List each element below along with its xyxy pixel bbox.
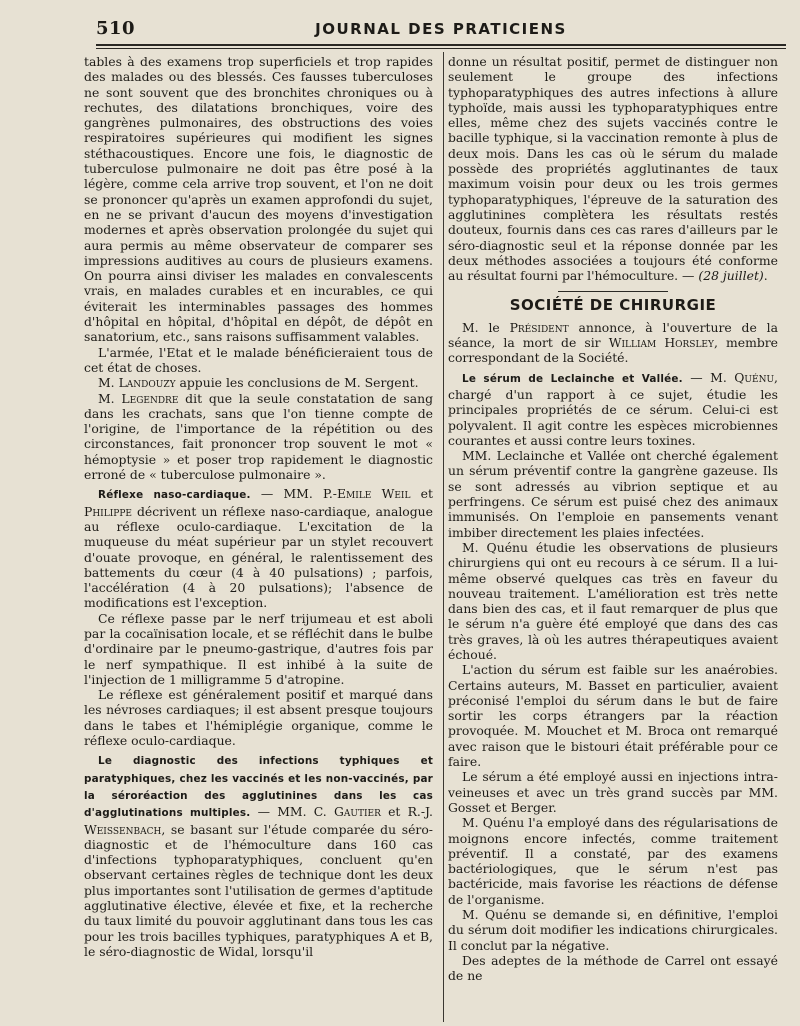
speaker-name: M. Legendre bbox=[98, 390, 179, 406]
article-heading: Le sérum de Leclainche et Vallée. bbox=[462, 372, 683, 385]
author-name: Emile Weil bbox=[337, 486, 411, 502]
president-label: Président bbox=[509, 319, 569, 335]
right-paragraph-2 bbox=[448, 320, 778, 366]
right-column bbox=[448, 54, 778, 1022]
right-paragraph-6: L'action du sérum est faible sur les anaérobies. Certains auteurs, M. Basset en particulier, avaient préconisé l'emploi du sérum dans le but de faire sortir les corps étrangers par la réaction provoquée. M. Mouchet et M. Broca ont remarqué avec raison que le bistouri était préférable pour ce faire. bbox=[448, 662, 778, 770]
left-paragraph-4 bbox=[84, 391, 433, 483]
right-paragraph-8: M. Quénu l'a employé dans des régularisations de moignons encore infectés, comme traitement préventif. Il a constaté, par des examens bactériologiques, que le sérum n'est pas bactéricide, mais favorise les réactions de défense de l'organisme. bbox=[448, 815, 778, 907]
paragraph-text: décrivent un réflexe naso-cardiaque, analogue au réflexe oculo-cardiaque. L'excitation de la muqueuse du méat supérieur par un stylet recouvert d'ouate provoque, en général, le ralentissement des battements du cœur (4 à 40 pulsations) ; parfois, l'accélération (4 à 20 pulsations); l'absence de modifications est l'exception. bbox=[84, 503, 433, 611]
speaker-name: M. Landouzy bbox=[98, 375, 176, 391]
session-date: (28 juillet) bbox=[698, 268, 764, 284]
paragraph-text: annonce, à l'ouverture de la séance, la mort de sir bbox=[448, 319, 778, 351]
author-prefix: — MM. P.- bbox=[250, 486, 337, 502]
journal-title: JOURNAL DES PRATICIENS bbox=[315, 20, 567, 38]
author-joiner: et R.-J. bbox=[380, 804, 433, 820]
paragraph-text: dit que la seule constatation de sang dans les crachats, sans que l'on tienne compte de l'origine, de l'importance de la répétition ou des circonstances, fait prononcer trop souvent le mot « hémoptysie » et poser trop rapidement le diagnostic erroné de « tuberculose pulmonaire ». bbox=[84, 390, 433, 483]
article-heading: Le diagnostic des infections typhiques et paratyphiques, chez les vaccinés et les non-vaccinés, par la séroréaction des agglutinines dans les cas d'agglutinations multiples. bbox=[84, 755, 433, 820]
left-paragraph-8 bbox=[84, 752, 433, 959]
page-header bbox=[96, 18, 786, 42]
paragraph-text: donne un résultat positif, permet de distinguer non seulement le groupe des infections typhoparatyphiques des autres infections à allure typhoïde, mais aussi les typhoparatyphiques entre elles, même chez des sujets vaccinés contre le bacille typhique, si la vaccination remonte à plus de deux mois. Dans les cas où le sérum du malade possède des propriétés agglutinantes de taux maximum voisin pour deux ou les trois germes typhoparatyphiques, l'épreuve de la saturation des agglutinines complètera les résultats restés douteux, fournis dans ces cas rares d'ailleurs par le séro-diagnostic seul et la réponse donnée par les deux méthodes associées a toujours été conforme au résultat fourni par l'hémoculture. — bbox=[448, 54, 778, 284]
right-paragraph-7: Le sérum a été employé aussi en injections intra-veineuses et avec un très grand succès par MM. Gosset et Berger. bbox=[448, 769, 778, 815]
text-prefix: M. le bbox=[462, 319, 510, 335]
right-paragraph-5: M. Quénu étudie les observations de plusieurs chirurgiens qui ont eu recours à ce sérum. Il a lui-même observé quelques cas très en faveur du nouveau traitement. L'amélioration est très nette dans bien des cas, et il faut remarquer de plus que le sérum n'a guère été employé que dans des cas très graves, là où les autres thérapeutiques avaient échoué. bbox=[448, 539, 778, 662]
right-paragraph-4: MM. Leclainche et Vallée ont cherché également un sérum préventif contre la gangrène gazeuse. Ils se sont adressés au vibrion septique et au perfringens. Ce sérum est puisé chez des animaux immunisés. On l'emploie en pansements venant imbiber directement les plaies infectées. bbox=[448, 448, 778, 540]
left-paragraph-6: Ce réflexe passe par le nerf trijumeau et est aboli par la cocaïnisation locale, et se réfléchit dans le bulbe d'ordinaire par le pneumo-gastrique, d'autres fois par le nerf sympathique. Il est inhibé à la suite de l'injection de 1 milligramme 5 d'atropine. bbox=[84, 610, 433, 687]
left-paragraph-3 bbox=[84, 375, 433, 390]
column-divider bbox=[443, 52, 444, 1022]
header-rule-thin bbox=[96, 48, 786, 49]
author-name: Quénu bbox=[734, 369, 775, 385]
left-paragraph-2: L'armée, l'Etat et le malade bénéficieraient tous de cet état de choses. bbox=[84, 344, 433, 375]
header-rule bbox=[96, 44, 786, 46]
right-paragraph-3 bbox=[448, 370, 778, 448]
left-paragraph-5 bbox=[84, 486, 433, 610]
article-heading: Réflexe naso-cardiaque. bbox=[98, 489, 251, 502]
author-prefix: — M. bbox=[682, 369, 735, 385]
paragraph-end: . bbox=[763, 268, 768, 284]
paragraph-text: , chargé d'un rapport à ce sujet, étudie les principales propriétés de ce sérum. Celui-ci est polyvalent. Il agit contre les espèces microbiennes courantes et aussi contre leurs toxines. bbox=[448, 369, 778, 448]
paragraph-text: appuie les conclusions de M. Sergent. bbox=[175, 375, 419, 391]
author-name: Philippe bbox=[84, 503, 132, 519]
author-name: Gautier bbox=[333, 804, 381, 820]
page-number: 510 bbox=[96, 18, 136, 39]
right-paragraph-10: Des adeptes de la méthode de Carrel ont essayé de ne bbox=[448, 952, 778, 984]
right-paragraph-9: M. Quénu se demande si, en définitive, l'emploi du sérum doit modifier les indications chirurgicales. Il conclut par la négative. bbox=[448, 907, 778, 953]
left-paragraph-7: Le réflexe est généralement positif et marqué dans les névroses cardiaques; il est absent presque toujours dans le tabes et l'hémiplégie organique, comme le réflexe oculo-cardiaque. bbox=[84, 687, 433, 749]
left-paragraph-1: tables à des examens trop superficiels et trop rapides des malades ou des blessés. Ces fausses tuberculoses ne sont souvent que des bronchites chroniques ou à rechutes, des dilatations bronchiques, voire des gangrènes pulmonaires, des obstructions des voies respiratoires supérieures qui modifient les signes stéthacoustiques. Encore une fois, le diagnostic de tuberculose pulmonaire ne doit pas être posé à la légère, comme cela arrive trop souvent, et l'on ne doit se prononcer qu'après un examen approfondi du sujet, en ne se privant d'aucun des moyens d'investigation modernes et après observation prolongée du sujet qui aura permis au même observateur de comparer ses impressions auditives au cours de plusieurs examens. On pourra ainsi diviser les malades en convalescents vrais, en malades curables et en incurables, ce qui éviterait les interminables passages des hommes d'hôpital en hôpital, d'hôpital en dépôt, de dépôt en sanatorium, etc., sans raisons suffisamment valables. bbox=[84, 54, 433, 345]
author-prefix: — MM. C. bbox=[250, 804, 334, 820]
left-column bbox=[84, 54, 433, 1022]
paragraph-text: , se basant sur l'étude comparée du séro-diagnostic et de l'hémoculture dans 160 cas d'infections typhoparatyphiques, concluent qu'en observant certaines règles de technique dont les deux plus importantes sont l'utilisation de germes d'aptitude agglutinative élective, élevée et fixe, et la recherche du taux limité du pouvoir agglutinant dans tous les cas pour les trois bacilles typhiques, paratyphiques A et B, le séro-diagnostic de Widal, lorsqu'il bbox=[84, 821, 433, 959]
paragraph-text: , membre correspondant de la Société. bbox=[448, 335, 778, 366]
person-name: William Horsley bbox=[608, 335, 714, 351]
right-paragraph-1 bbox=[448, 54, 778, 283]
section-divider bbox=[558, 291, 668, 292]
author-joiner: et bbox=[410, 486, 433, 502]
author-name: Weissenbach bbox=[84, 821, 162, 837]
section-title: SOCIÉTÉ DE CHIRURGIE bbox=[509, 296, 717, 315]
